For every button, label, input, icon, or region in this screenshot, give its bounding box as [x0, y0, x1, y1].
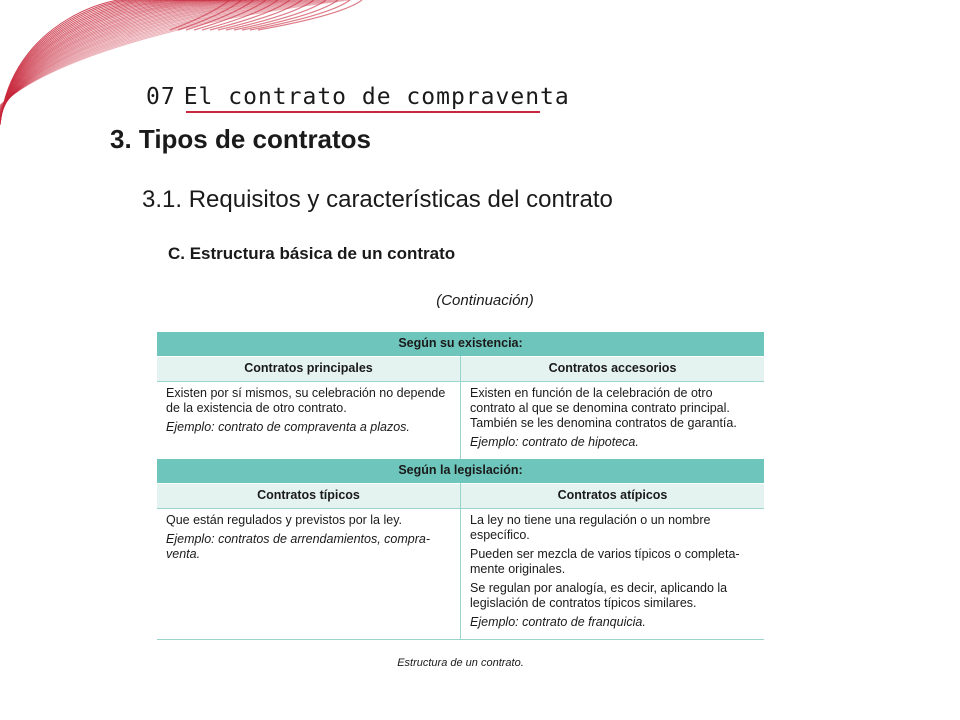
accessory-contracts-cell: [461, 382, 765, 460]
table-caption: Estructura de un contrato.: [397, 657, 524, 669]
chapter-underline: [186, 111, 540, 113]
cell-text: La ley no tiene una regulación o un nombre específico.: [470, 513, 711, 542]
cell-example: Ejemplo: contrato de franquicia.: [470, 615, 646, 629]
existence-header: Según su existencia:: [157, 332, 764, 357]
cell-example: Ejemplo: contratos de arrendamientos, compra-venta.: [166, 532, 431, 561]
subsection-title: 3.1. Requisitos y características del contrato: [142, 186, 613, 213]
section-title: 3. Tipos de contratos: [110, 124, 372, 154]
chapter-heading: [146, 84, 570, 110]
principal-contracts-header: Contratos principales: [157, 357, 461, 382]
table-header-row: [157, 332, 764, 357]
table-subheader-row: [157, 484, 764, 509]
chapter-title: El contrato de compraventa: [183, 84, 570, 110]
table-row: [157, 382, 764, 460]
contract-structure-table: [157, 332, 764, 640]
cell-text: Pueden ser mezcla de varios típicos o completa-mente originales.: [470, 547, 740, 576]
atypical-contracts-header: Contratos atípicos: [461, 484, 765, 509]
continuation-note: (Continuación): [436, 292, 534, 309]
cell-text: Existen por sí mismos, su celebración no depende de la existencia de otro contrato.: [166, 386, 446, 415]
atypical-contracts-cell: [461, 509, 765, 640]
legislation-header: Según la legislación:: [157, 459, 764, 484]
table-header-row: [157, 459, 764, 484]
cell-example: Ejemplo: contrato de hipoteca.: [470, 435, 639, 449]
cell-text: Que están regulados y previstos por la ley.: [166, 513, 403, 527]
accessory-contracts-header: Contratos accesorios: [461, 357, 765, 382]
typical-contracts-cell: [157, 509, 461, 640]
cell-example: Ejemplo: contrato de compraventa a plazos.: [166, 420, 410, 434]
typical-contracts-header: Contratos típicos: [157, 484, 461, 509]
principal-contracts-cell: [157, 382, 461, 460]
subsubsection-title: C. Estructura básica de un contrato: [168, 244, 456, 263]
table-subheader-row: [157, 357, 764, 382]
chapter-number: 07: [146, 84, 176, 110]
table-row: [157, 509, 764, 640]
cell-text: Existen en función de la celebración de otro contrato al que se denomina contrato principal. También se les denomina contratos de garantía.: [470, 386, 737, 430]
cell-text: Se regulan por analogía, es decir, aplicando la legislación de contratos típicos similares.: [470, 581, 728, 610]
